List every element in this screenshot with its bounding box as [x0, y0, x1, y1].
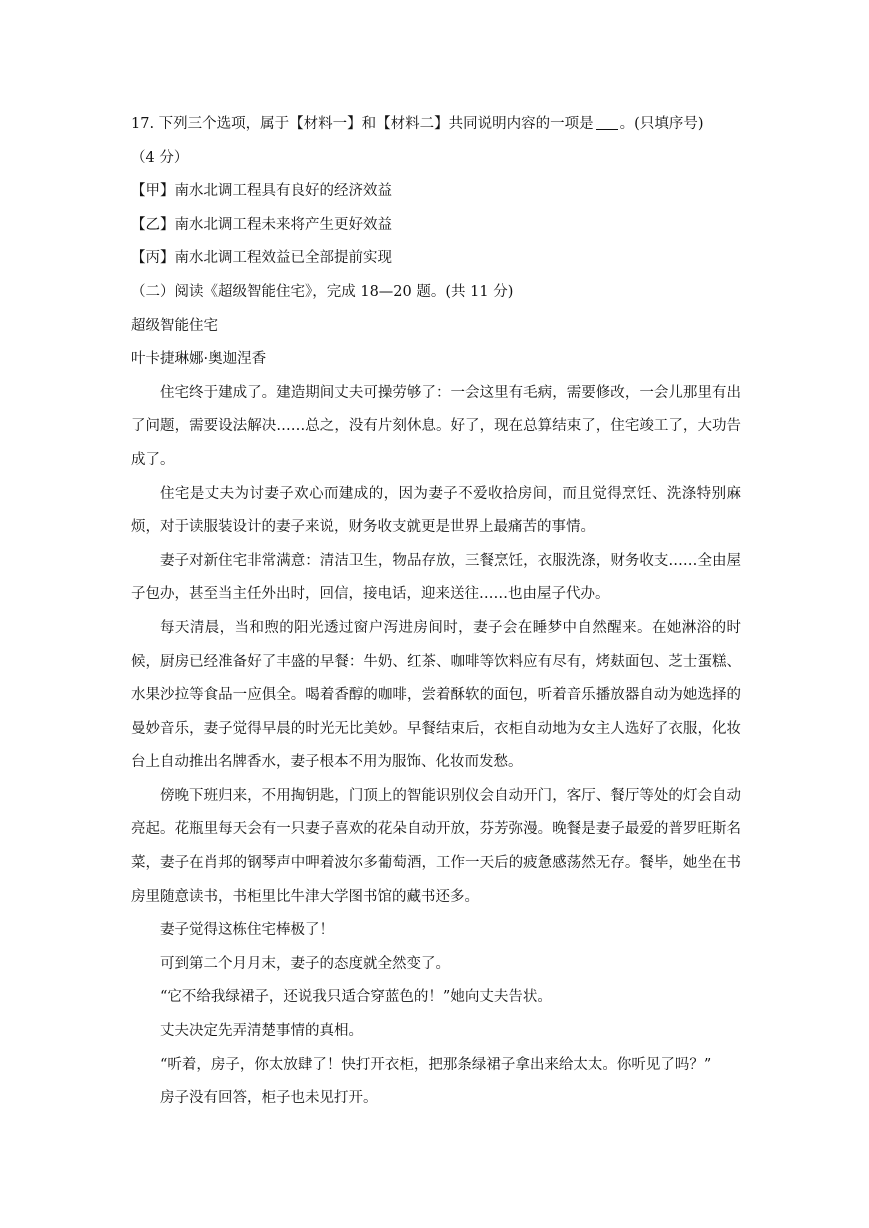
story-line: “它不给我绿裙子，还说我只适合穿蓝色的！”她向丈夫告状。: [160, 989, 552, 1006]
story-paragraph: 傍晚下班归来，不用掏钥匙，门顶上的智能识别仪会自动开门，客厅、餐厅等处的灯会自动亮起。花瓶里每天会有一只妻子喜欢的花朵自动开放，芬芳弥漫。晚餐是妻子最爱的普罗旺斯名菜，妻子在肖邦的钢琴声中呷着波尔多葡萄酒，工作一天后的疲惫感荡然无存。餐毕，她坐在书房里随意读书，书柜里比牛津大学图书馆的藏书还多。: [131, 787, 741, 905]
section-heading: （二）阅读《超级智能住宅》，完成 18—20 题。(共 11 分): [131, 283, 514, 300]
question-17-stem-text: 17. 下列三个选项，属于【材料一】和【材料二】共同说明内容的一项是: [131, 116, 594, 132]
story-author: 叶卡捷琳娜·奥迦涅香: [131, 351, 267, 368]
story-paragraph: 住宅是丈夫为讨妻子欢心而建成的，因为妻子不爱收拾房间，而且觉得烹饪、洗涤特别麻烦，对于读服装设计的妻子来说，财务收支就更是世界上最痛苦的事情。: [131, 485, 741, 536]
question-17-stem: [131, 108, 741, 142]
story-line: “听着，房子，你太放肆了！快打开衣柜，把那条绿裙子拿出来给太太。你听见了吗？”: [160, 1056, 712, 1073]
story-line: 丈夫决定先弄清楚事情的真相。: [160, 1023, 363, 1040]
story-line: 可到第二个月月末，妻子的态度就全然变了。: [160, 955, 450, 972]
question-17-stem-end: 。(只填序号): [619, 116, 704, 132]
option-bing: 【丙】南水北调工程效益已全部提前实现: [131, 250, 392, 267]
story-title: 超级智能住宅: [131, 317, 218, 334]
story-paragraph: 住宅终于建成了。建造期间丈夫可操劳够了：一会这里有毛病，需要修改，一会儿那里有出了问题，需要设法解决……总之，没有片刻休息。好了，现在总算结束了，住宅竣工了，大功告成了。: [131, 384, 741, 468]
answer-blank: [596, 115, 618, 130]
document-content: [131, 108, 741, 1116]
story-paragraph: 妻子对新住宅非常满意：清洁卫生，物品存放，三餐烹饪，衣服洗涤，财务收支……全由屋子包办，甚至当主任外出时，回信，接电话，迎来送往……也由屋子代办。: [131, 552, 741, 603]
story-line: 妻子觉得这栋住宅棒极了！: [160, 922, 334, 939]
question-17-score: （4 分）: [131, 149, 189, 166]
story-paragraph: 每天清晨，当和煦的阳光透过窗户泻进房间时，妻子会在睡梦中自然醒来。在她淋浴的时候，厨房已经准备好了丰盛的早餐：牛奶、红茶、咖啡等饮料应有尽有，烤麸面包、芝士蛋糕、水果沙拉等食品一应俱全。喝着香醇的咖啡，尝着酥软的面包，听着音乐播放器自动为她选择的曼妙音乐，妻子觉得早晨的时光无比美妙。早餐结束后，衣柜自动地为女主人选好了衣服，化妆台上自动推出名牌香水，妻子根本不用为服饰、化妆而发愁。: [131, 619, 741, 771]
option-yi: 【乙】南水北调工程未来将产生更好效益: [131, 216, 392, 233]
option-jia: 【甲】南水北调工程具有良好的经济效益: [131, 183, 392, 200]
story-line: 房子没有回答，柜子也未见打开。: [160, 1090, 378, 1107]
